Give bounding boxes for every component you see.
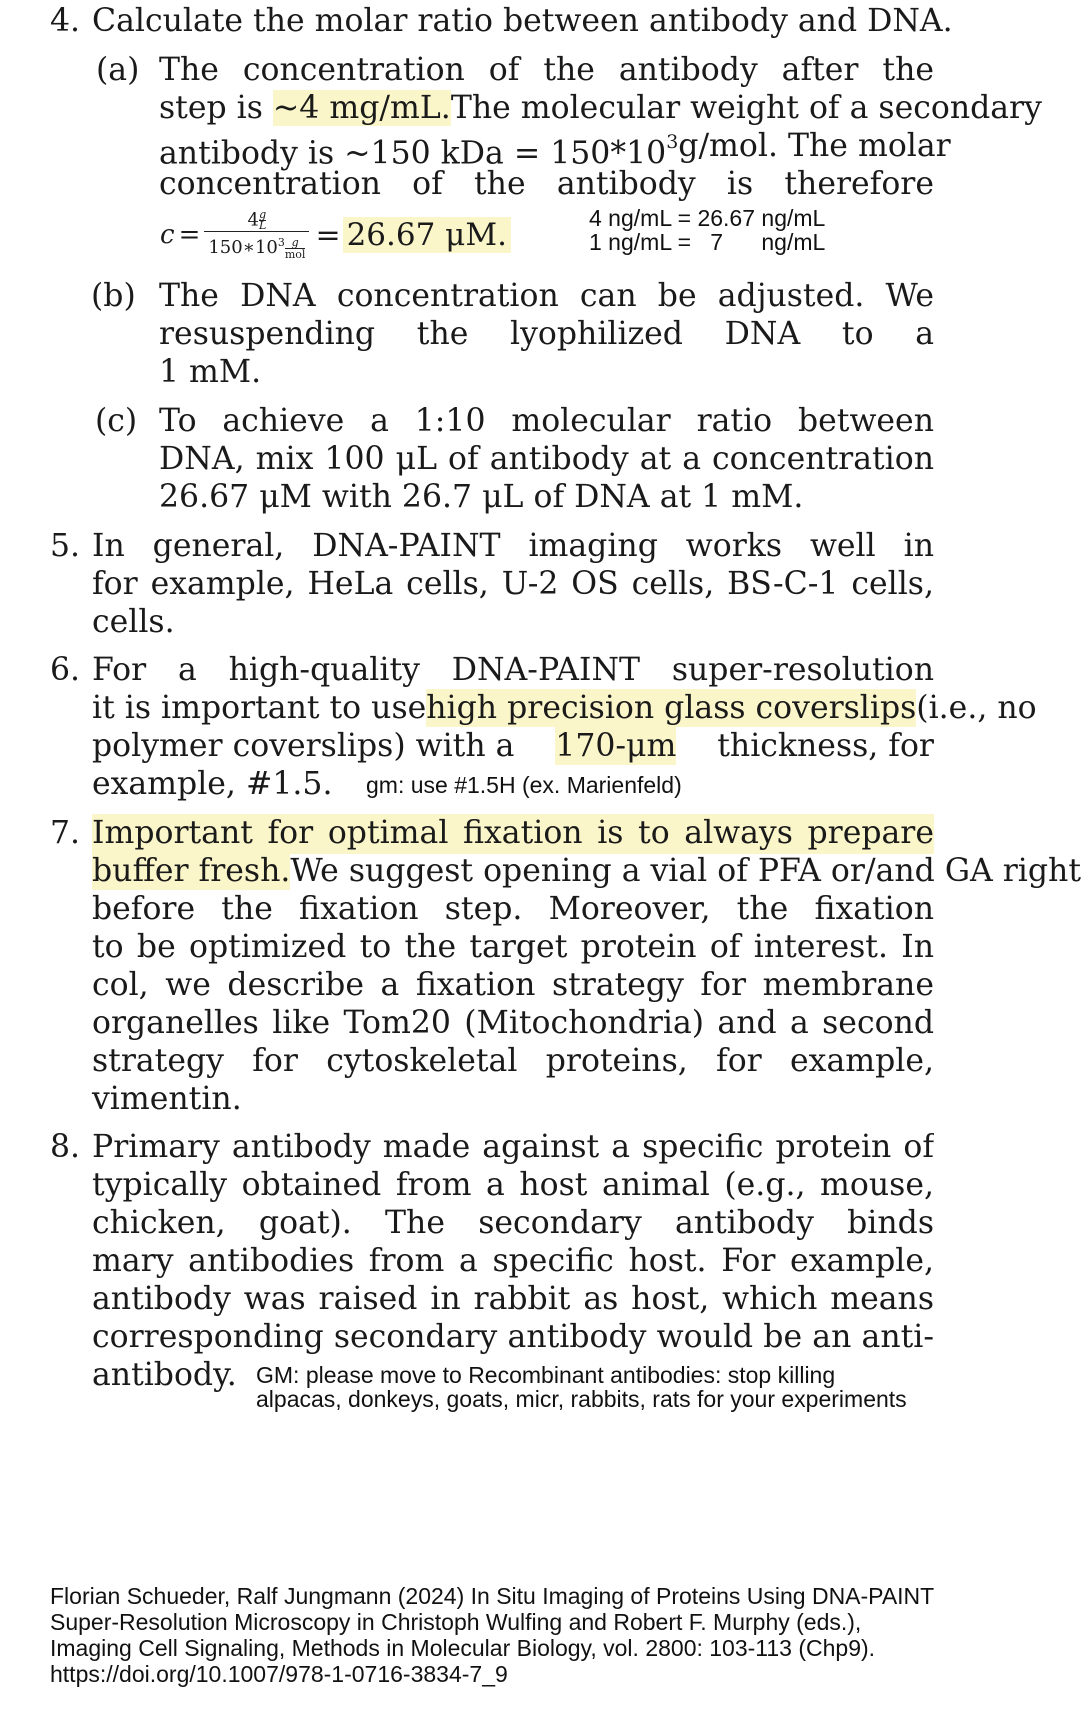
handwritten-note-recombinant-2: alpacas, donkeys, goats, micr, rabbits, rats for your experiments [256,1386,907,1412]
item-4-title: Calculate the molar ratio between antibody and DNA. [92,3,953,39]
item-7-line-7: strategy for cytoskeletal proteins, for example, [92,1043,934,1079]
item-4a-text: The molecular weight of a secondary [450,90,1042,126]
handwritten-note-conversion-2: 1 ng/mL = 7 ng/mL [589,229,826,255]
molar-concentration-formula [160,202,511,268]
item-7-line-6: organelles like Tom20 (Mitochondria) and a second [92,1005,934,1041]
citation-doi-link[interactable]: https://doi.org/10.1007/978-1-0716-3834-7_9 [50,1661,508,1687]
item-7-text: We suggest opening a vial of PFA or/and GA right [290,853,1081,889]
item-4c-line-1: To achieve a 1:10 molecular ratio between [159,403,934,439]
formula-denominator [204,231,309,260]
item-4b-line-2: resuspending the lyophilized DNA to a [159,316,934,352]
denominator-exponent: 3 [277,236,285,250]
item-4b-label: (b) [91,278,136,314]
item-6-text: (i.e., no [916,690,1037,726]
denominator-unit-bottom: mol [284,247,306,261]
item-4b-line-1: The DNA concentration can be adjusted. We [159,278,934,314]
item-7-line-2 [92,852,1081,890]
item-4a-text: step is [159,90,263,126]
item-6-text: polymer coverslips) with a [92,728,515,764]
item-7-line-4: to be optimized to the target protein of interest. In [92,929,934,965]
item-8-number: 8. [50,1129,81,1165]
item-4a-line-2 [159,89,1042,127]
superscript-exponent: 3 [666,131,679,153]
item-4a-text: g/mol. The molar [678,128,951,164]
item-4a-text: antibody is ~150 kDa = 150*10 [159,135,667,172]
highlight-buffer-fresh: buffer fresh. [92,853,291,889]
item-8-line-2: typically obtained from a host animal (e.g., mouse, [92,1167,934,1203]
formula-numerator [204,210,309,231]
citation [50,1583,934,1687]
formula-fraction [204,210,309,260]
item-6-text: thickness, for [717,728,934,764]
highlight-thickness: 170-μm [555,728,677,764]
handwritten-note-conversion-1: 4 ng/mL = 26.67 ng/mL [589,205,826,231]
citation-line-3: Imaging Cell Signaling, Methods in Molecular Biology, vol. 2800: 103-113 (Chp9). [50,1635,876,1661]
citation-line-2: Super-Resolution Microscopy in Christoph Wulfing and Robert F. Murphy (eds.), [50,1609,862,1635]
item-4c-line-2: DNA, mix 100 μL of antibody at a concentration [159,441,934,477]
item-6-line-4: example, #1.5. [92,766,333,802]
item-7-line-1: Important for optimal fixation is to always prepare [92,814,934,854]
item-8-line-6: corresponding secondary antibody would be an anti- [92,1319,934,1355]
item-4a-line-1: The concentration of the antibody after the [159,52,934,88]
handwritten-note-recombinant-1: GM: please move to Recombinant antibodies: stop killing [256,1362,836,1388]
item-8-line-3: chicken, goat). The secondary antibody binds [92,1205,934,1241]
formula-equals: = [315,217,341,253]
formula-equals: = [178,220,201,250]
highlight-concentration: ~4 mg/mL. [272,90,451,126]
item-4-number: 4. [50,3,81,39]
item-4a-line-4: concentration of the antibody is therefore [159,166,934,202]
item-4b-line-3: 1 mM. [159,354,262,390]
item-4a-label: (a) [96,52,140,88]
numerator-unit-top: g [259,208,267,222]
item-6-number: 6. [50,652,81,688]
item-8-line-1: Primary antibody made against a specific protein of [92,1129,934,1165]
handwritten-note-coverslip: gm: use #1.5H (ex. Marienfeld) [366,772,682,798]
item-4c-line-3: 26.67 μM with 26.7 μL of DNA at 1 mM. [159,479,804,515]
item-7-line-5: col, we describe a fixation strategy for membrane [92,967,934,1003]
item-5-line-2: for example, HeLa cells, U-2 OS cells, BS-C-1 cells, [92,566,934,602]
numerator-value: 4 [247,209,259,231]
citation-line-1: Florian Schueder, Ralf Jungmann (2024) In Situ Imaging of Proteins Using DNA-PAINT [50,1583,935,1609]
numerator-unit-bottom: L [258,219,267,233]
item-6-line-3 [92,727,934,765]
item-5-line-3: cells. [92,604,175,640]
item-4c-label: (c) [95,403,138,439]
item-8-line-7: antibody. [92,1357,237,1393]
item-8-line-4: mary antibodies from a specific host. For example, [92,1243,934,1279]
item-6-line-1: For a high-quality DNA-PAINT super-resolution [92,652,934,688]
item-7-line-8: vimentin. [92,1081,242,1117]
highlight-glass-coverslips: high precision glass coverslips [426,690,917,726]
item-8-line-5: antibody was raised in rabbit as host, which means [92,1281,934,1317]
item-5-line-1: In general, DNA-PAINT imaging works well in [92,528,934,564]
denominator-value: 150∗10 [208,237,278,259]
item-6-text: it is important to use [92,690,427,726]
highlight-formula-result: 26.67 μM. [343,217,511,253]
denominator-unit-top: g [285,237,306,249]
item-5-number: 5. [50,528,81,564]
item-7-number: 7. [50,815,81,851]
item-7-line-3: before the fixation step. Moreover, the fixation [92,891,934,927]
formula-variable: c [160,220,175,250]
item-6-line-2 [92,689,1037,727]
